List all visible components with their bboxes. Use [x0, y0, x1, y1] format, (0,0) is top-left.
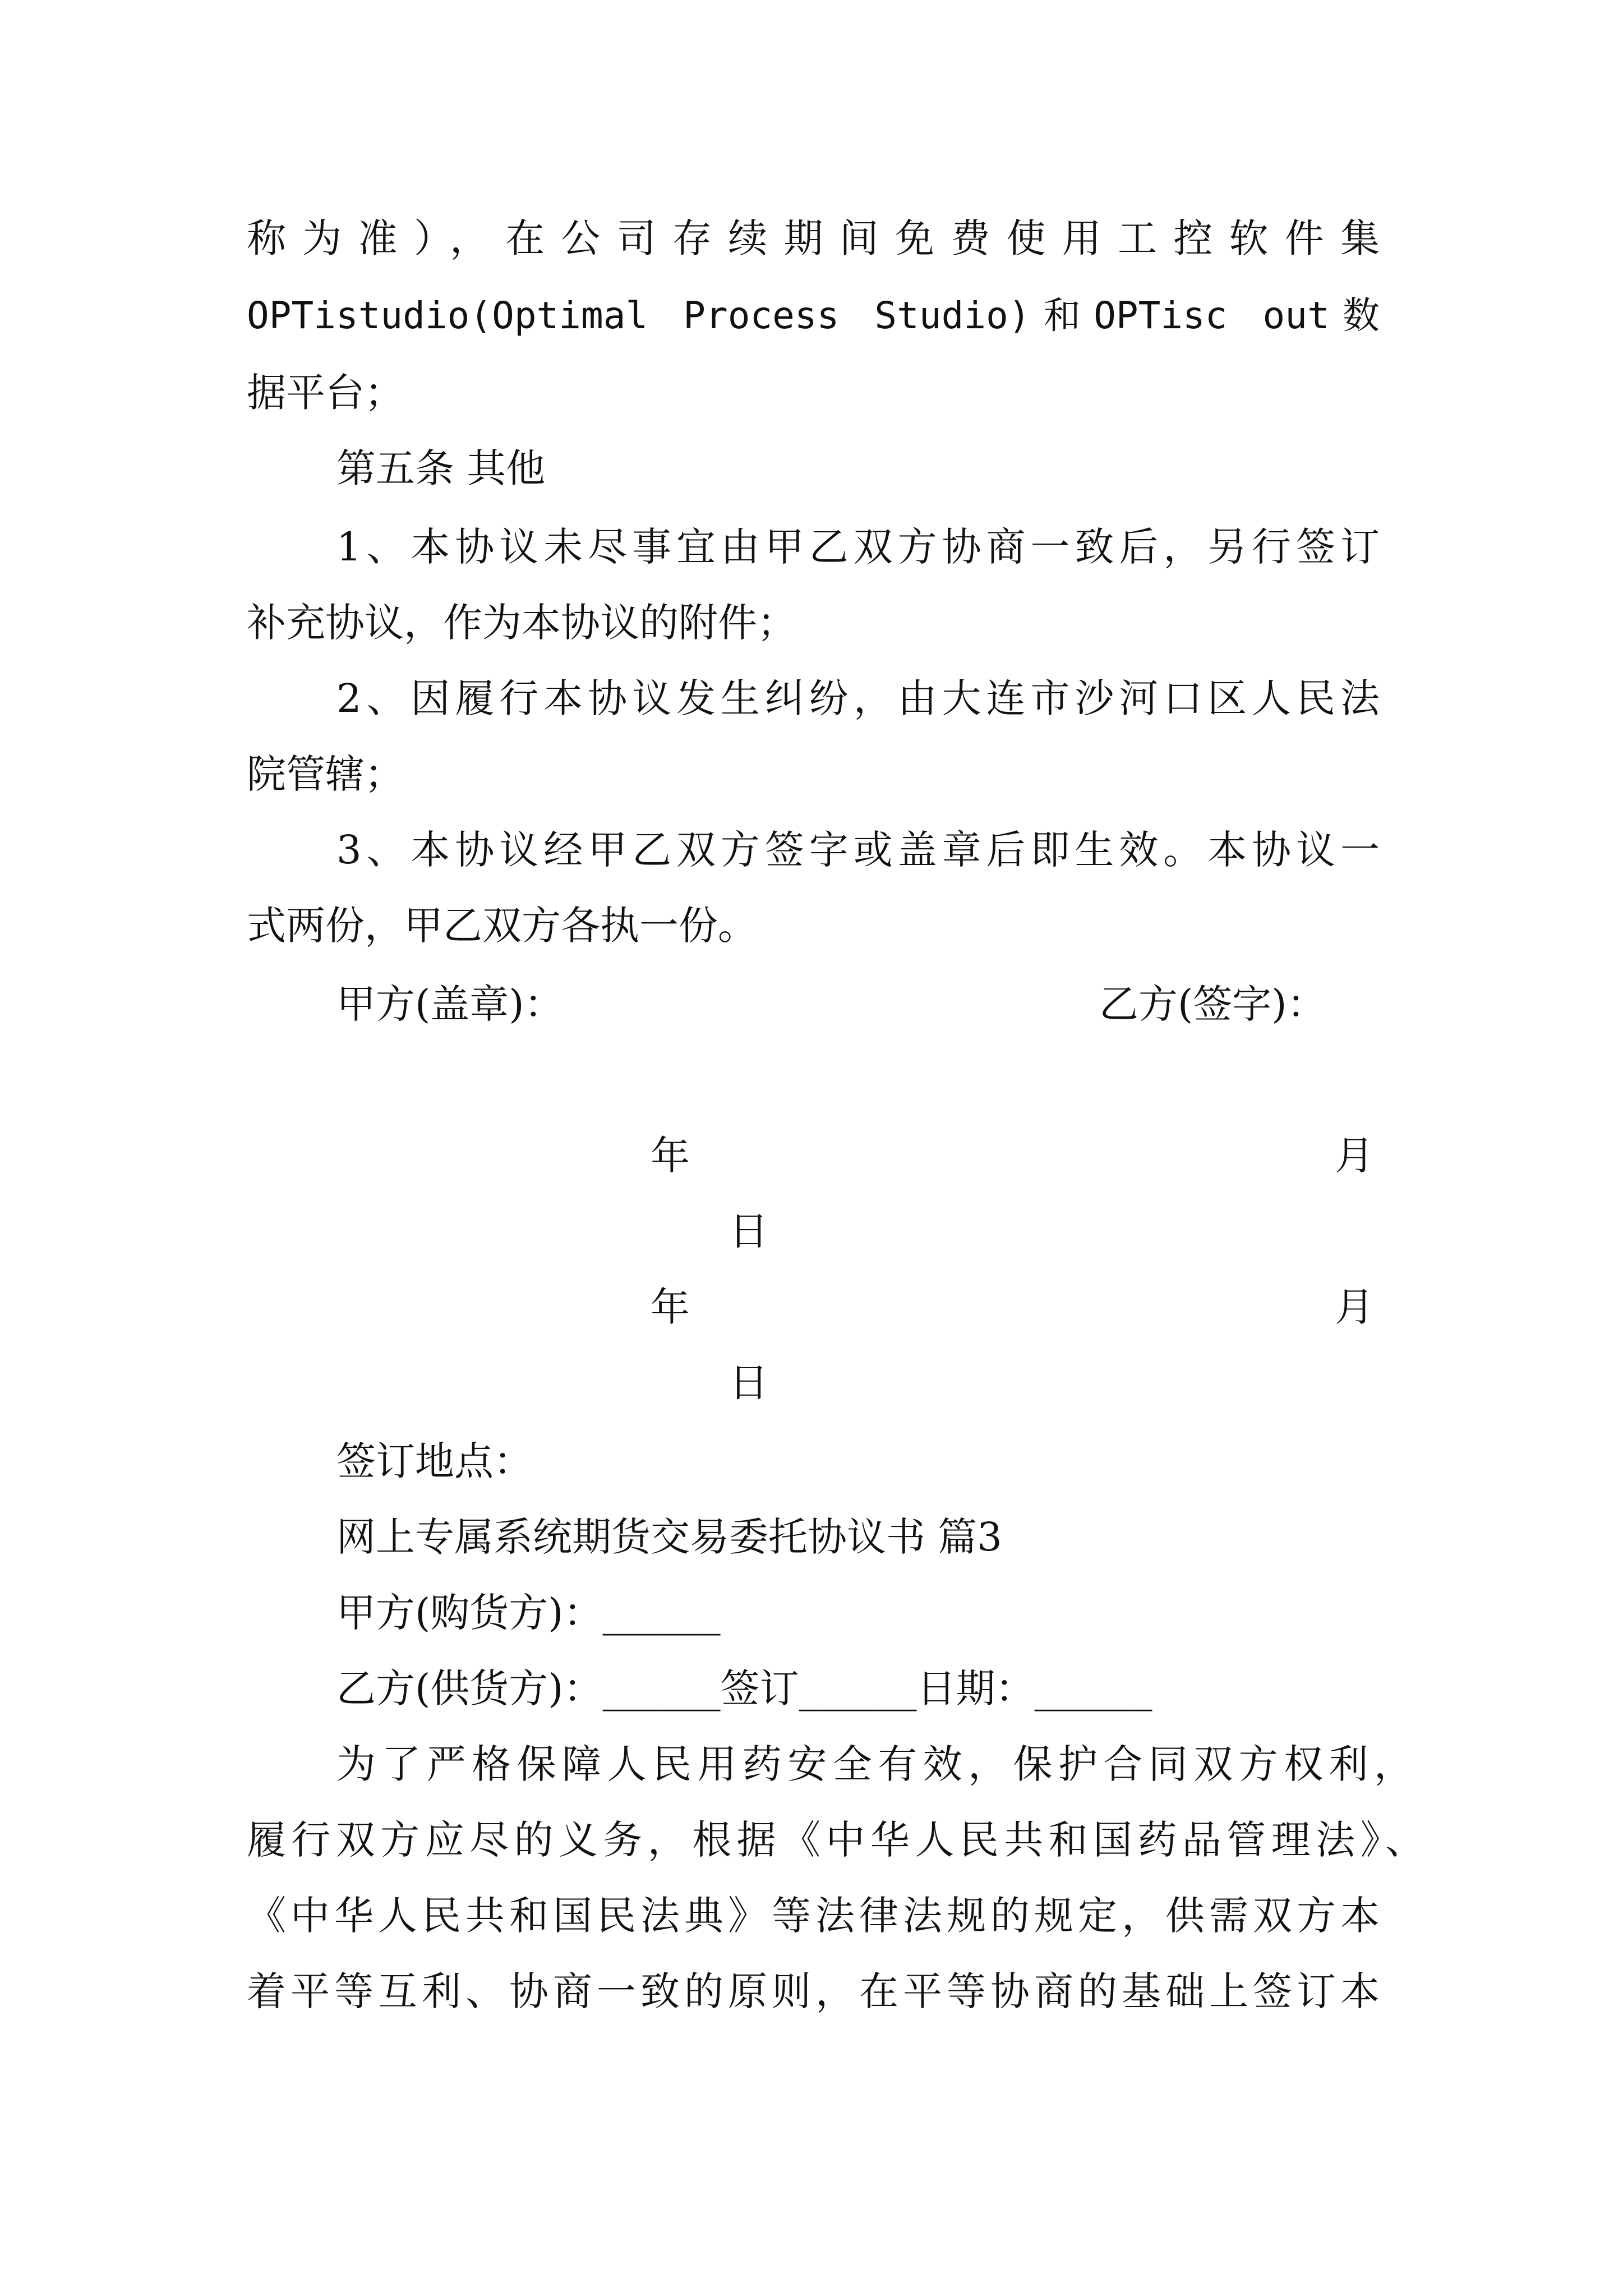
- clause-line: 1、本协议未尽事宜由甲乙双方协商一致后，另行签订: [336, 524, 1380, 570]
- date-year: 年: [651, 1133, 690, 1179]
- party-b-signature: 乙方(签字)：: [1099, 981, 1326, 1027]
- clause-line: 3、本协议经甲乙双方签字或盖章后即生效。本协议一: [336, 827, 1380, 873]
- date-month: 月: [1335, 1284, 1374, 1330]
- date-day: 日: [729, 1360, 768, 1406]
- section-title: 网上专属系统期货交易委托协议书 篇3: [336, 1514, 1002, 1560]
- clause-line: 院管辖；: [247, 751, 404, 797]
- buyer-line: 甲方(购货方)：______: [336, 1590, 721, 1636]
- paragraph-line: 据平台；: [247, 370, 404, 416]
- clause-line: 补充协议，作为本协议的附件；: [247, 600, 796, 646]
- party-a-signature: 甲方(盖章)：: [336, 981, 564, 1027]
- paragraph-line: OPTistudio(Optimal Process Studio)和OPTisc out数: [247, 294, 1380, 337]
- date-month: 月: [1335, 1133, 1374, 1179]
- body-line: 着平等互利、协商一致的原则，在平等协商的基础上签订本: [247, 1968, 1380, 2014]
- article-heading: 第五条 其他: [336, 445, 546, 491]
- paragraph-line: 称为准），在公司存续期间免费使用工控软件集: [247, 215, 1380, 261]
- body-line: 履行双方应尽的义务，根据《中华人民共和国药品管理法》、: [247, 1817, 1424, 1863]
- clause-line: 式两份，甲乙双方各执一份。: [247, 903, 757, 949]
- body-line: 《中华人民共和国民法典》等法律法规的规定，供需双方本: [247, 1893, 1380, 1939]
- date-year: 年: [651, 1284, 690, 1330]
- signing-place: 签订地点：: [336, 1438, 533, 1484]
- body-line: 为了严格保障人民用药安全有效，保护合同双方权利，: [336, 1741, 1413, 1787]
- supplier-line: 乙方(供货方)：______签订______日期：______: [336, 1665, 1152, 1711]
- clause-line: 2、因履行本协议发生纠纷，由大连市沙河口区人民法: [336, 675, 1380, 721]
- date-day: 日: [729, 1208, 768, 1254]
